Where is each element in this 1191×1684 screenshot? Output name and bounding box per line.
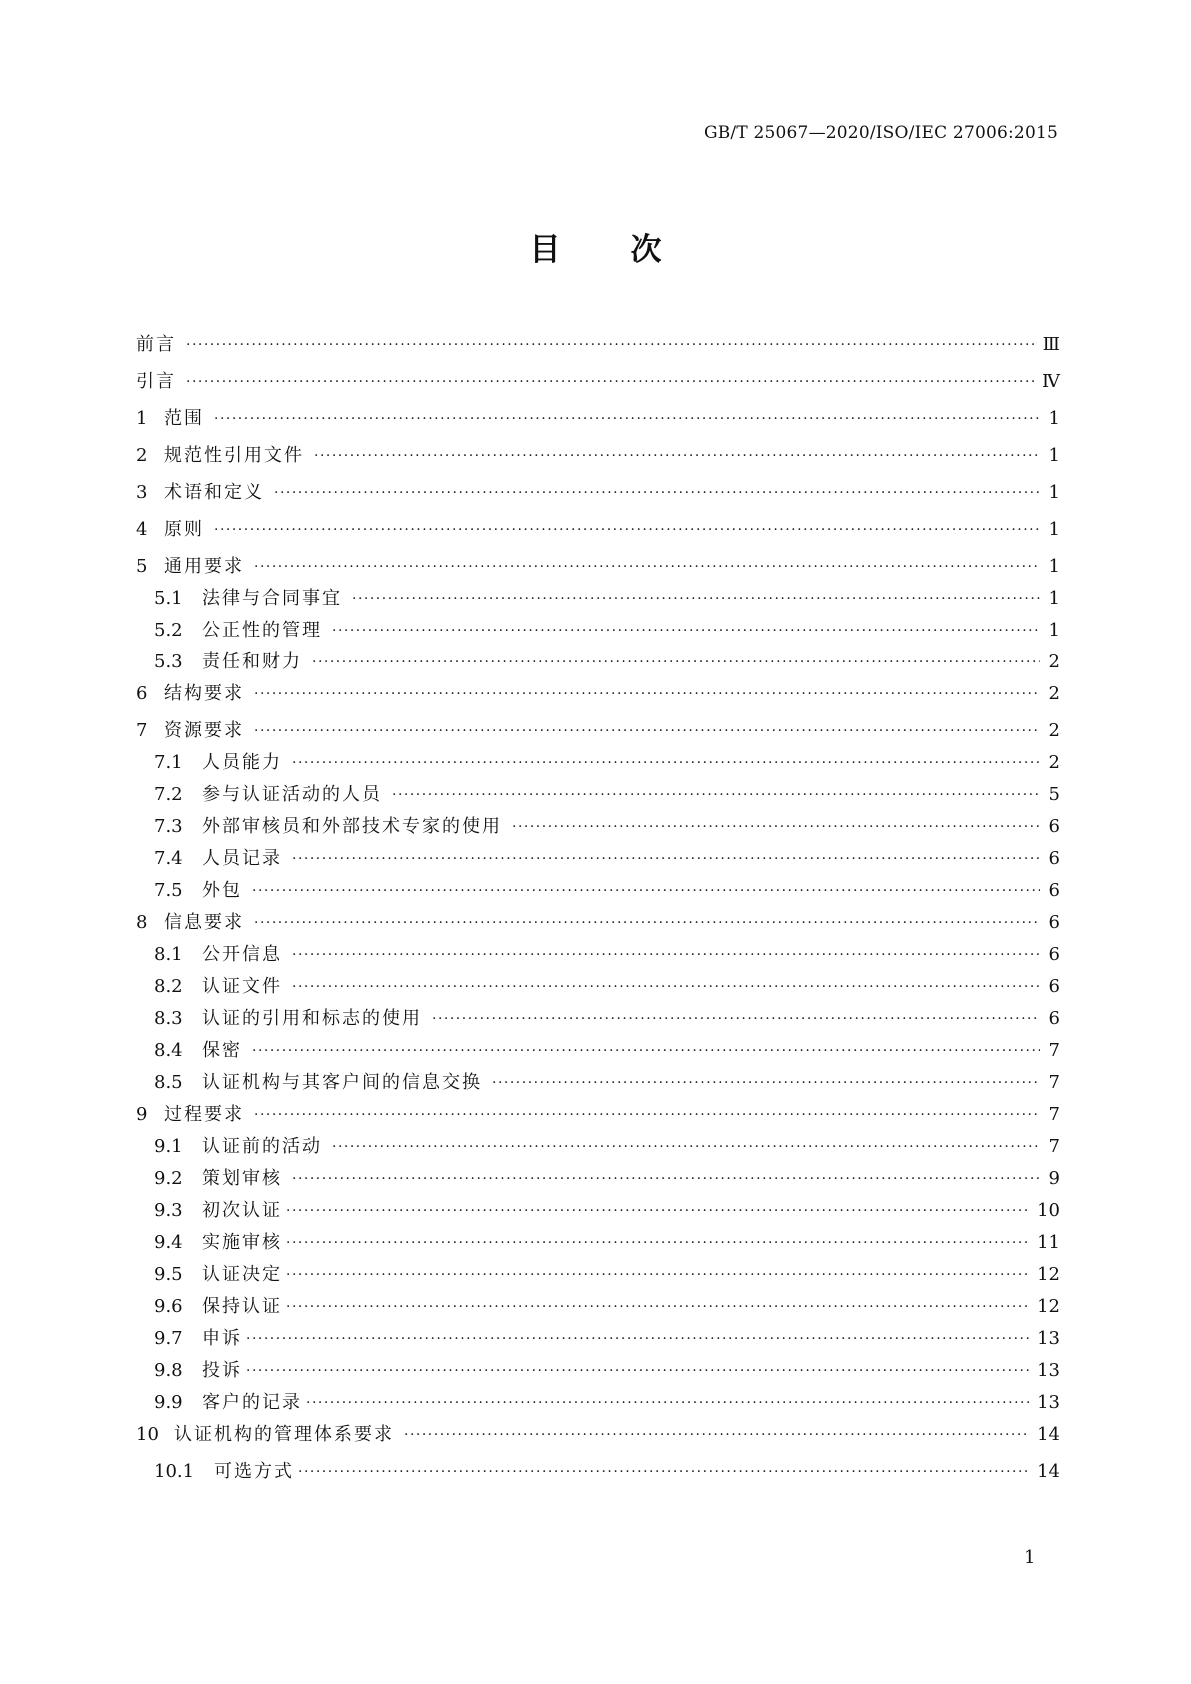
toc-entry-title: 认证决定 <box>202 1264 282 1285</box>
toc-entry-page: 14 <box>1037 1424 1060 1445</box>
toc-entry-number: 9.8 <box>154 1360 183 1381</box>
toc-leader-dots <box>246 1327 1029 1351</box>
page-number: 1 <box>1024 1547 1036 1568</box>
toc-entry-number: 7 <box>136 720 148 741</box>
toc-entry-number: 5.2 <box>154 620 183 641</box>
toc-entry[interactable] <box>136 943 1060 967</box>
toc-leader-dots <box>332 619 1040 643</box>
toc-entry-page: 1 <box>1048 519 1060 540</box>
toc-entry[interactable] <box>136 1199 1060 1223</box>
standard-code-header: GB/T 25067—2020/ISO/IEC 27006:2015 <box>703 123 1058 143</box>
toc-leader-dots <box>492 1071 1040 1095</box>
toc-entry[interactable] <box>136 847 1060 871</box>
toc-entry-title: 认证文件 <box>202 976 282 997</box>
toc-entry-number: 9 <box>136 1104 148 1125</box>
toc-entry[interactable] <box>136 1039 1060 1063</box>
toc-leader-dots <box>254 682 1040 706</box>
toc-entry-title: 过程要求 <box>164 1104 244 1125</box>
toc-entry-number: 8.2 <box>154 976 183 997</box>
toc-leader-dots <box>314 444 1040 468</box>
toc-entry[interactable] <box>136 1007 1060 1031</box>
toc-entry-page: 1 <box>1048 408 1060 429</box>
toc-entry-page: 5 <box>1048 784 1060 805</box>
toc-leader-dots <box>292 975 1040 999</box>
toc-leader-dots <box>214 407 1040 431</box>
toc-entry[interactable] <box>136 815 1060 839</box>
toc-leader-dots <box>292 1167 1040 1191</box>
toc-entry[interactable] <box>136 555 1060 579</box>
toc-entry-number: 9.1 <box>154 1136 183 1157</box>
toc-entry-number: 9.7 <box>154 1328 183 1349</box>
toc-leader-dots <box>286 1295 1029 1319</box>
toc-entry[interactable] <box>136 1295 1060 1319</box>
toc-entry-number: 7.1 <box>154 752 183 773</box>
toc-leader-dots <box>214 518 1040 542</box>
toc-entry-number: 8.1 <box>154 944 183 965</box>
toc-entry-title: 引言 <box>136 371 176 392</box>
toc-entry-page: 6 <box>1048 880 1060 901</box>
toc-entry[interactable] <box>136 370 1060 394</box>
toc-entry-page: 6 <box>1048 944 1060 965</box>
toc-leader-dots <box>292 847 1040 871</box>
toc-entry[interactable] <box>136 1391 1060 1415</box>
toc-leader-dots <box>404 1423 1029 1447</box>
toc-leader-dots <box>286 1263 1029 1287</box>
toc-entry-number: 7.5 <box>154 880 183 901</box>
toc-entry[interactable] <box>136 481 1060 505</box>
toc-entry-title: 认证机构与其客户间的信息交换 <box>202 1072 482 1093</box>
toc-entry-title: 责任和财力 <box>202 651 302 672</box>
toc-leader-dots <box>254 1103 1040 1127</box>
toc-leader-dots <box>252 879 1040 903</box>
toc-leader-dots <box>432 1007 1040 1031</box>
toc-entry[interactable] <box>136 650 1060 674</box>
toc-entry[interactable] <box>136 333 1060 357</box>
toc-leader-dots <box>392 783 1040 807</box>
toc-leader-dots <box>298 1460 1029 1484</box>
toc-entry-page: 1 <box>1048 620 1060 641</box>
toc-leader-dots <box>254 911 1040 935</box>
toc-entry-title: 参与认证活动的人员 <box>202 784 382 805</box>
toc-entry-number: 7.2 <box>154 784 183 805</box>
toc-leader-dots <box>274 481 1040 505</box>
toc-entry[interactable] <box>136 1423 1060 1447</box>
toc-entry-page: 6 <box>1048 1008 1060 1029</box>
toc-leader-dots <box>186 370 1034 394</box>
toc-entry-title: 投诉 <box>202 1360 242 1381</box>
toc-entry-number: 10.1 <box>154 1461 195 1482</box>
toc-entry-title: 人员记录 <box>202 848 282 869</box>
toc-entry-page: 11 <box>1037 1232 1060 1253</box>
toc-entry[interactable] <box>136 587 1060 611</box>
toc-entry-number: 8 <box>136 912 148 933</box>
toc-leader-dots <box>286 1199 1029 1223</box>
toc-entry[interactable] <box>136 751 1060 775</box>
toc-entry-number: 9.2 <box>154 1168 183 1189</box>
toc-entry-page: 14 <box>1037 1461 1060 1482</box>
toc-entry-page: 12 <box>1037 1296 1060 1317</box>
toc-leader-dots <box>254 719 1040 743</box>
toc-entry-title: 策划审核 <box>202 1168 282 1189</box>
toc-entry-number: 10 <box>136 1424 159 1445</box>
toc-entry-title: 公开信息 <box>202 944 282 965</box>
toc-entry[interactable] <box>136 619 1060 643</box>
toc-entry-page: 12 <box>1037 1264 1060 1285</box>
toc-entry-number: 7.4 <box>154 848 183 869</box>
toc-entry-page: 6 <box>1048 976 1060 997</box>
toc-entry[interactable] <box>136 518 1060 542</box>
toc-entry-page: 2 <box>1048 651 1060 672</box>
toc-entry-number: 9.9 <box>154 1392 183 1413</box>
toc-entry-title: 认证的引用和标志的使用 <box>202 1008 422 1029</box>
toc-leader-dots <box>246 1359 1029 1383</box>
toc-entry-page: Ⅲ <box>1042 334 1060 355</box>
toc-entry[interactable] <box>136 1103 1060 1127</box>
toc-entry-number: 3 <box>136 482 148 503</box>
toc-entry-page: 2 <box>1048 683 1060 704</box>
toc-entry[interactable] <box>136 975 1060 999</box>
toc-entry[interactable] <box>136 1167 1060 1191</box>
toc-entry-title: 人员能力 <box>202 752 282 773</box>
toc-leader-dots <box>292 751 1040 775</box>
toc-entry-number: 8.3 <box>154 1008 183 1029</box>
toc-entry[interactable] <box>136 1460 1060 1484</box>
toc-leader-dots <box>352 587 1040 611</box>
toc-entry-number: 5.3 <box>154 651 183 672</box>
toc-entry-title: 认证机构的管理体系要求 <box>174 1424 394 1445</box>
toc-entry[interactable] <box>136 682 1060 706</box>
toc-entry[interactable] <box>136 1263 1060 1287</box>
toc-entry[interactable] <box>136 879 1060 903</box>
toc-entry-page: 7 <box>1048 1136 1060 1157</box>
toc-entry-title: 规范性引用文件 <box>164 445 304 466</box>
toc-leader-dots <box>312 650 1040 674</box>
toc-entry-page: 7 <box>1048 1104 1060 1125</box>
toc-entry-title: 保持认证 <box>202 1296 282 1317</box>
toc-entry-number: 2 <box>136 445 148 466</box>
toc-entry-number: 5 <box>136 556 148 577</box>
toc-entry[interactable] <box>136 719 1060 743</box>
toc-entry-number: 7.3 <box>154 816 183 837</box>
toc-entry[interactable] <box>136 444 1060 468</box>
toc-entry[interactable] <box>136 1231 1060 1255</box>
toc-entry-title: 可选方式 <box>214 1461 294 1482</box>
toc-entry-page: 1 <box>1048 588 1060 609</box>
toc-entry[interactable] <box>136 1359 1060 1383</box>
toc-entry-title: 客户的记录 <box>202 1392 302 1413</box>
toc-entry-title: 实施审核 <box>202 1232 282 1253</box>
toc-entry-page: 6 <box>1048 912 1060 933</box>
toc-entry-title: 认证前的活动 <box>202 1136 322 1157</box>
toc-entry[interactable] <box>136 407 1060 431</box>
toc-entry-page: 7 <box>1048 1040 1060 1061</box>
toc-leader-dots <box>254 555 1040 579</box>
toc-entry-title: 前言 <box>136 334 176 355</box>
toc-leader-dots <box>186 333 1035 357</box>
toc-entry-title: 范围 <box>164 408 204 429</box>
page-title: 目次 <box>529 232 732 268</box>
toc-entry-title: 术语和定义 <box>164 482 264 503</box>
toc-entry-number: 5.1 <box>154 588 183 609</box>
toc-entry-page: 13 <box>1037 1328 1060 1349</box>
toc-entry[interactable] <box>136 1071 1060 1095</box>
toc-entry-number: 9.3 <box>154 1200 183 1221</box>
toc-entry-number: 9.5 <box>154 1264 183 1285</box>
toc-entry-title: 外包 <box>202 880 242 901</box>
toc-leader-dots <box>512 815 1040 839</box>
toc-entry-number: 9.4 <box>154 1232 183 1253</box>
toc-entry-title: 保密 <box>202 1040 242 1061</box>
toc-entry-page: 6 <box>1048 816 1060 837</box>
toc-entry-number: 4 <box>136 519 148 540</box>
toc-entry-number: 8.5 <box>154 1072 183 1093</box>
toc-entry-page: 13 <box>1037 1360 1060 1381</box>
toc-leader-dots <box>292 943 1040 967</box>
toc-entry-number: 8.4 <box>154 1040 183 1061</box>
toc-entry[interactable] <box>136 783 1060 807</box>
toc-entry-title: 法律与合同事宜 <box>202 588 342 609</box>
toc-entry-page: 6 <box>1048 848 1060 869</box>
toc-entry-page: 7 <box>1048 1072 1060 1093</box>
toc-entry-title: 申诉 <box>202 1328 242 1349</box>
toc-entry-title: 公正性的管理 <box>202 620 322 641</box>
toc-entry-page: 1 <box>1048 556 1060 577</box>
toc-entry-title: 原则 <box>164 519 204 540</box>
toc-entry[interactable] <box>136 911 1060 935</box>
toc-entry-page: 1 <box>1048 482 1060 503</box>
toc-entry-number: 9.6 <box>154 1296 183 1317</box>
toc-entry-page: Ⅳ <box>1042 371 1060 392</box>
toc-entry-page: 2 <box>1048 720 1060 741</box>
toc-entry-page: 1 <box>1048 445 1060 466</box>
toc-entry-title: 信息要求 <box>164 912 244 933</box>
toc-entry-number: 1 <box>136 408 148 429</box>
toc-entry-title: 外部审核员和外部技术专家的使用 <box>202 816 502 837</box>
toc-entry-page: 2 <box>1048 752 1060 773</box>
toc-entry-number: 6 <box>136 683 148 704</box>
toc-entry[interactable] <box>136 1327 1060 1351</box>
toc-entry[interactable] <box>136 1135 1060 1159</box>
toc-entry-page: 9 <box>1048 1168 1060 1189</box>
toc-entry-page: 10 <box>1037 1200 1060 1221</box>
toc-leader-dots <box>252 1039 1040 1063</box>
toc-entry-title: 结构要求 <box>164 683 244 704</box>
toc-entry-title: 资源要求 <box>164 720 244 741</box>
toc-entry-title: 初次认证 <box>202 1200 282 1221</box>
toc-entry-page: 13 <box>1037 1392 1060 1413</box>
toc-leader-dots <box>332 1135 1040 1159</box>
toc-leader-dots <box>306 1391 1029 1415</box>
toc-leader-dots <box>286 1231 1029 1255</box>
toc-entry-title: 通用要求 <box>164 556 244 577</box>
